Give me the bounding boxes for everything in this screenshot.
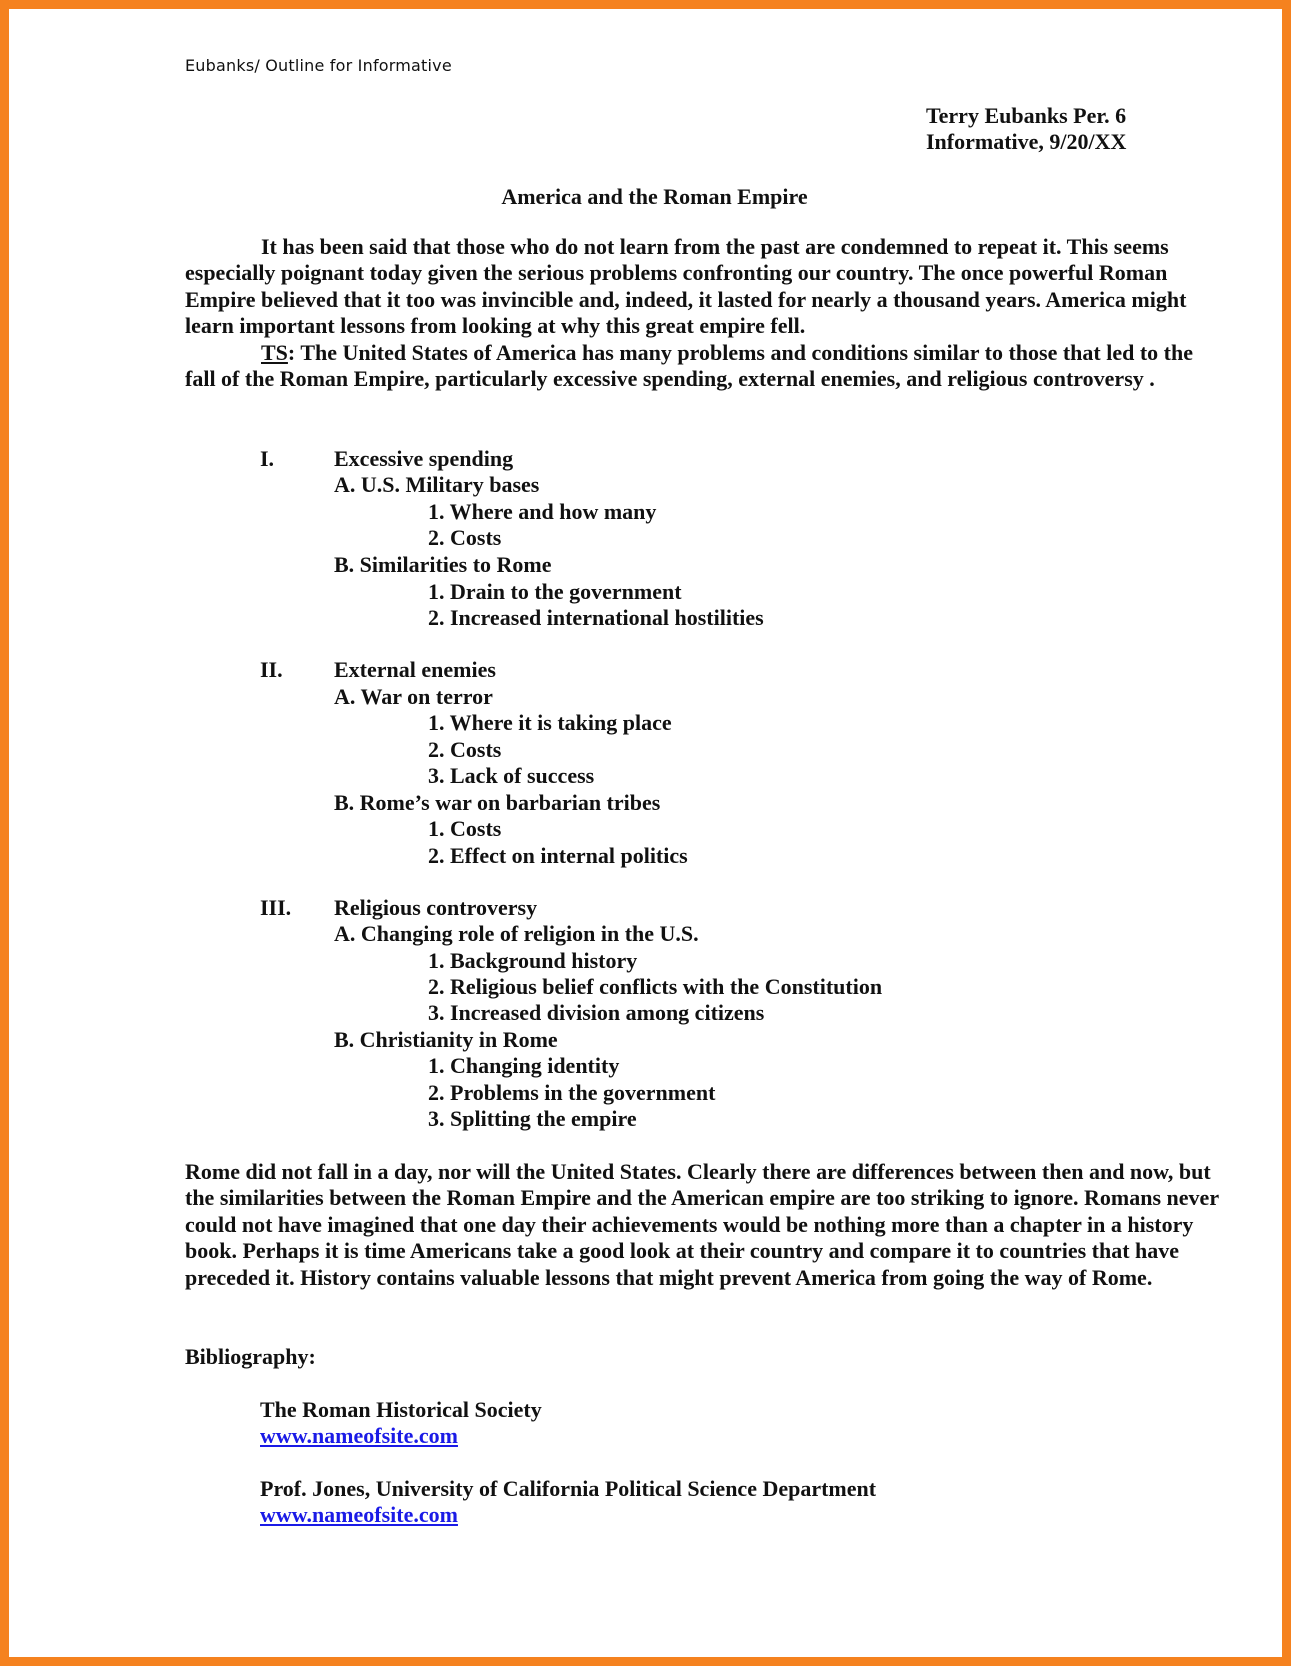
outline-item: 1. Costs xyxy=(428,816,502,841)
outline-numeral: I. xyxy=(260,446,275,471)
outline-heading: External enemies xyxy=(334,657,496,682)
outline-numeral: III. xyxy=(260,895,292,920)
outline-item: 1. Background history xyxy=(428,948,638,973)
header-note: Eubanks/ Outline for Informative xyxy=(185,56,452,75)
bibliography-link[interactable]: www.nameofsite.com xyxy=(260,1502,458,1527)
outline-item: 1. Drain to the government xyxy=(428,579,682,604)
outline-heading: Excessive spending xyxy=(334,446,514,471)
bibliography-heading: Bibliography: xyxy=(185,1344,316,1369)
outline-item: 3. Splitting the empire xyxy=(428,1106,637,1131)
outline-item: 2. Religious belief conflicts with the Constitution xyxy=(428,974,883,999)
outline-item: 3. Increased division among citizens xyxy=(428,1000,765,1025)
thesis-statement xyxy=(185,340,1225,393)
author-name-period: Terry Eubanks Per. 6 xyxy=(926,103,1127,128)
outline-item: 2. Costs xyxy=(428,525,502,550)
outline-subheading: B. Christianity in Rome xyxy=(334,1027,558,1052)
outline-item: 1. Changing identity xyxy=(428,1053,620,1078)
outline-item: 1. Where it is taking place xyxy=(428,710,672,735)
outline-heading: Religious controversy xyxy=(334,895,538,920)
assignment-date: Informative, 9/20/XX xyxy=(926,129,1127,154)
bibliography-link[interactable]: www.nameofsite.com xyxy=(260,1423,458,1448)
outline-item: 2. Effect on internal politics xyxy=(428,843,688,868)
outline-subheading: A. U.S. Military bases xyxy=(334,472,540,497)
document-title: America and the Roman Empire xyxy=(501,184,808,209)
bibliography-source: The Roman Historical Society xyxy=(260,1397,542,1422)
conclusion-paragraph: Rome did not fall in a day, nor will the United States. Clearly there are differences between then and now, but the similarities between the Roman Empire and the American empire are too striking to ignore. Romans never could not have imagined that one day their achievements would be nothing more than a chapter in a history book. Perhaps it is time Americans take a good look at their country and compare it to countries that have preceded it. History contains valuable lessons that might prevent America from going the way of Rome. xyxy=(185,1159,1219,1290)
thesis-label: TS xyxy=(261,340,288,365)
bibliography-source: Prof. Jones, University of California Political Science Department xyxy=(260,1476,877,1501)
intro-paragraph: It has been said that those who do not learn from the past are condemned to repeat it. This seems especially poignant today given the serious problems confronting our country. The once powerful Roman Empire believed that it too was invincible and, indeed, it lasted for nearly a thousand years. America might learn important lessons from looking at why this great empire fell. xyxy=(185,234,1187,339)
outline-item: 1. Where and how many xyxy=(428,499,657,524)
outline-subheading: B. Rome’s war on barbarian tribes xyxy=(334,790,661,815)
outline-subheading: A. War on terror xyxy=(334,684,493,709)
outline-item: 2. Problems in the government xyxy=(428,1080,716,1105)
outline-item: 3. Lack of success xyxy=(428,763,595,788)
outline-item: 2. Costs xyxy=(428,737,502,762)
outline-numeral: II. xyxy=(260,657,283,682)
outline-item: 2. Increased international hostilities xyxy=(428,605,764,630)
outline-subheading: A. Changing role of religion in the U.S. xyxy=(334,921,699,946)
thesis-text: : The United States of America has many problems and conditions similar to those that led to the fall of the Roman Empire, particularly excessive spending, external enemies, and religious controversy . xyxy=(185,340,1194,392)
outline-subheading: B. Similarities to Rome xyxy=(334,552,552,577)
